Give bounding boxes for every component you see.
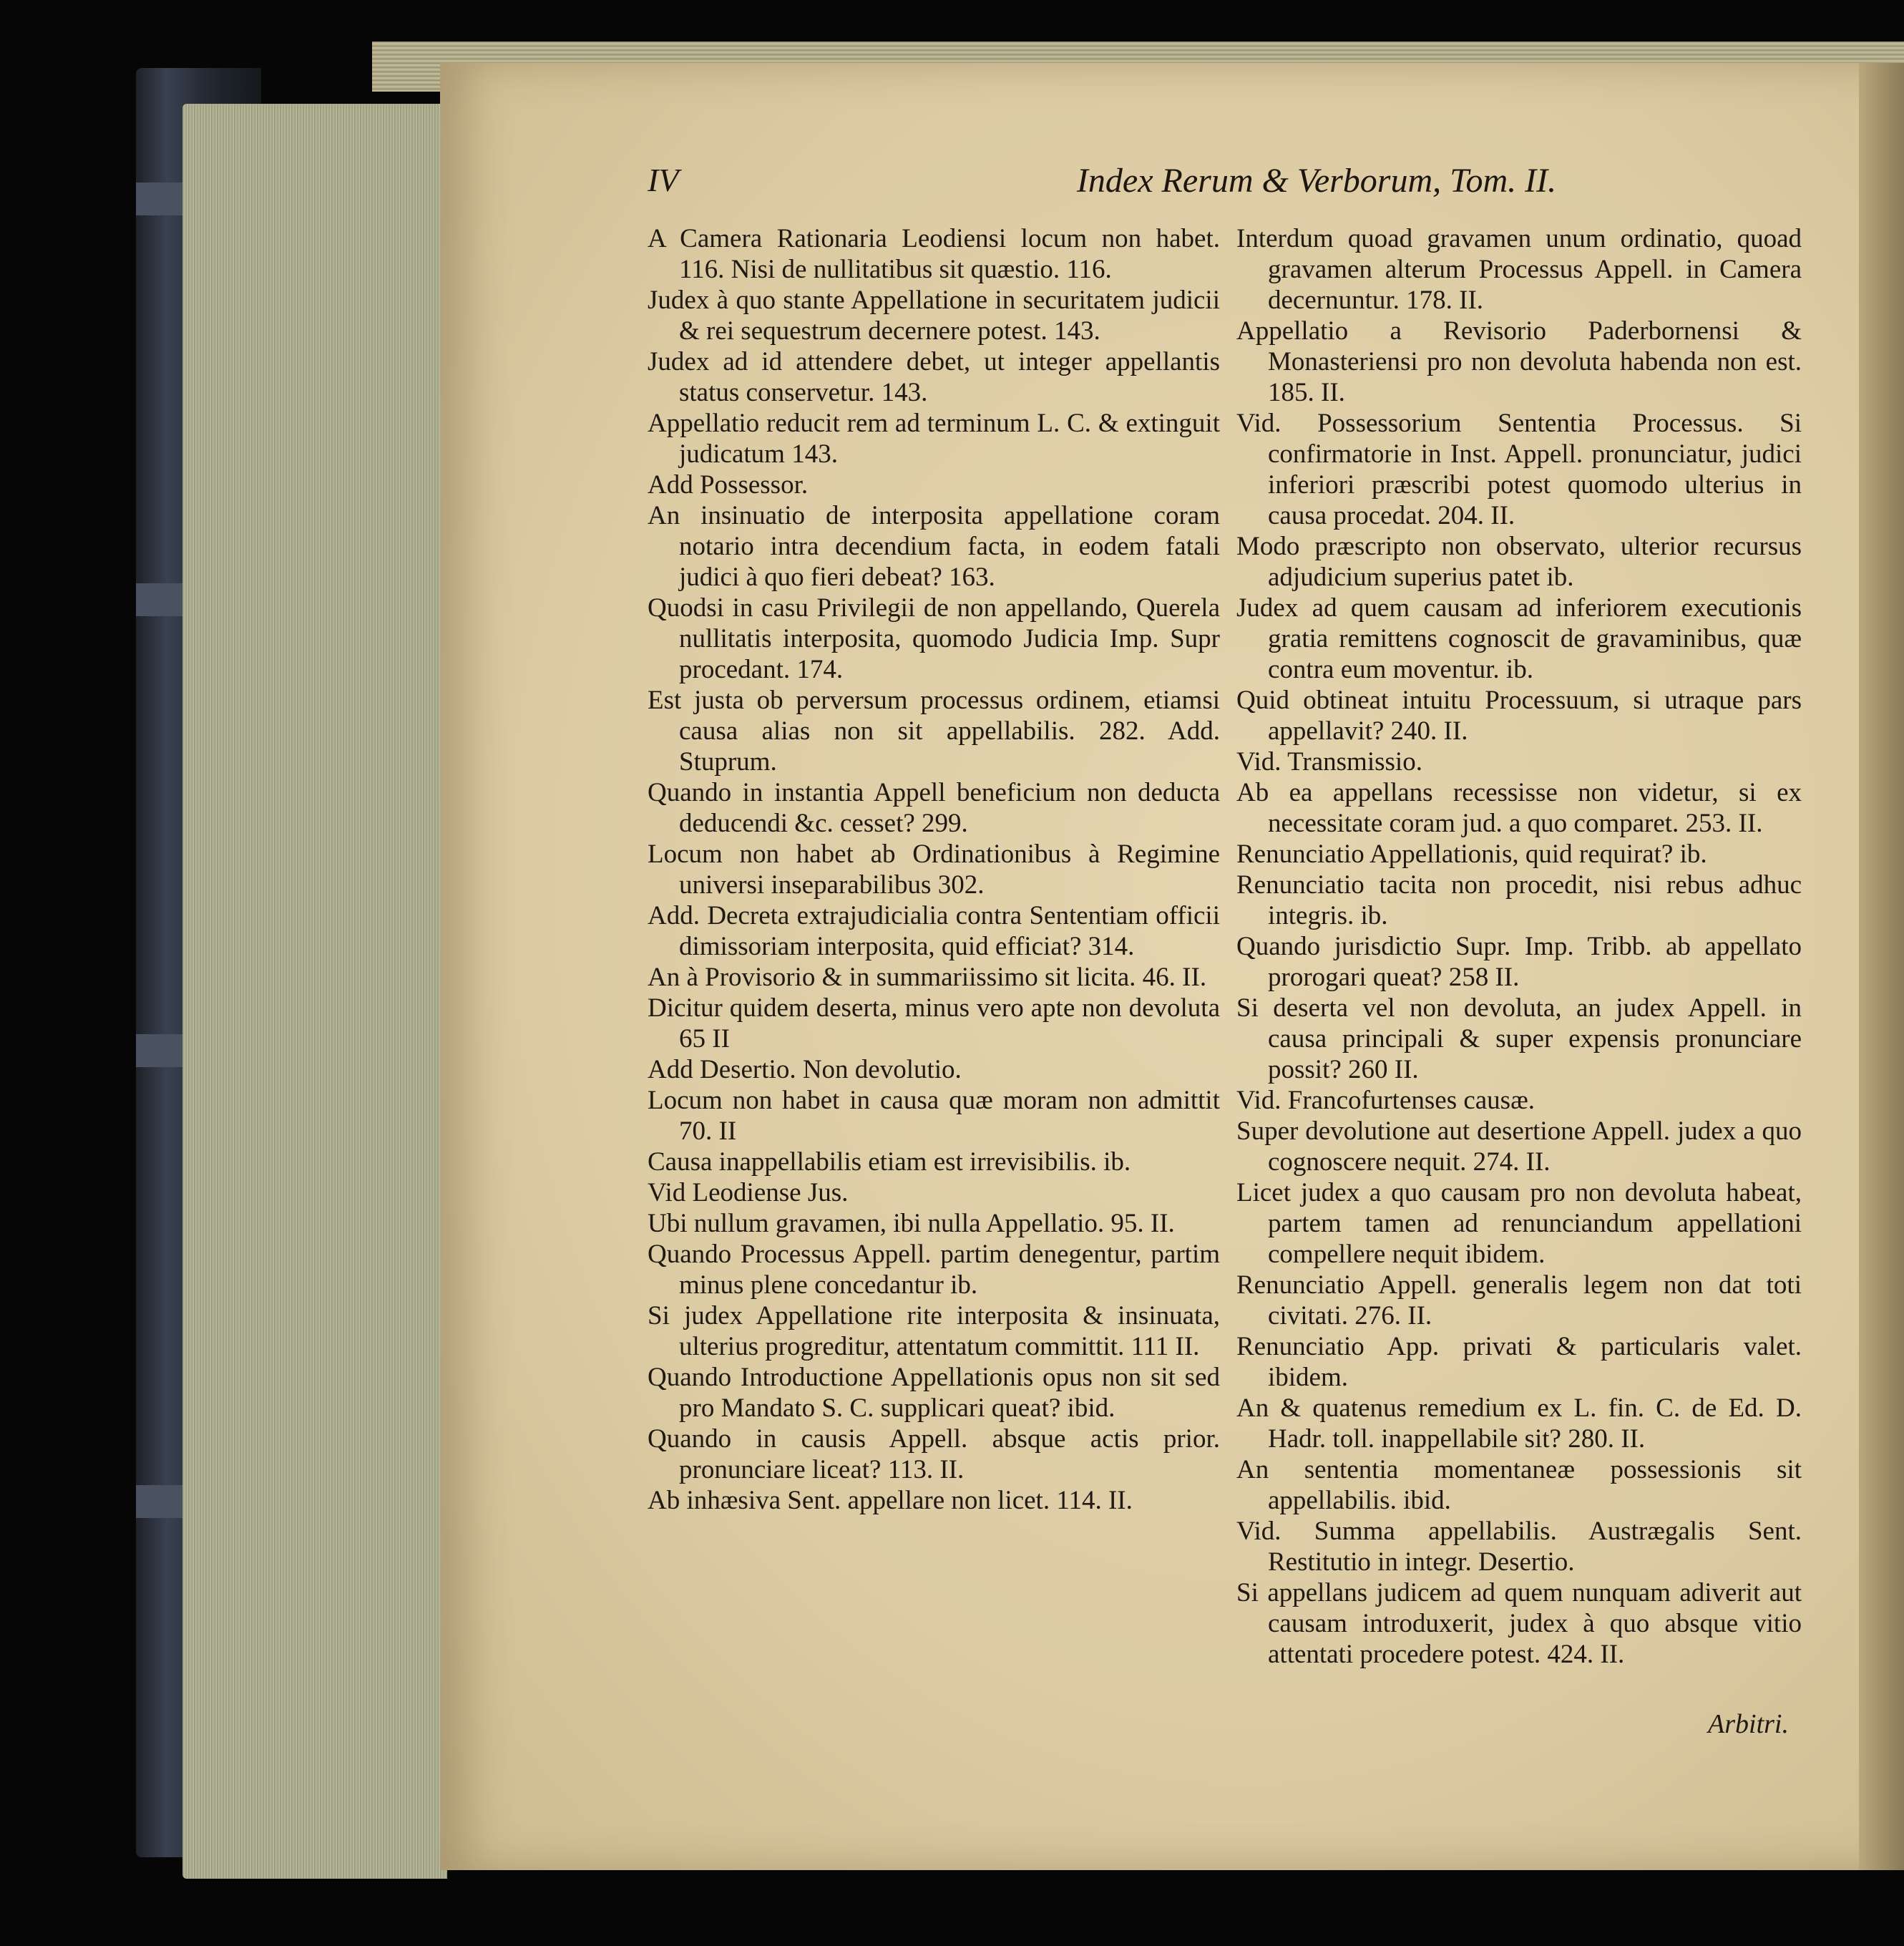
index-entry: Quando Processus Appell. partim denegentur, partim minus plene concedantur ib. <box>648 1240 1220 1300</box>
index-column-left <box>648 223 1220 1516</box>
index-entry: Renunciatio Appell. generalis legem non dat toti civitati. 276. II. <box>1236 1270 1802 1330</box>
index-entry: Appellatio a Revisorio Paderbornensi & Monasteriensi pro non devoluta habenda non est. 185. II. <box>1236 316 1802 407</box>
index-entry: Interdum quoad gravamen unum ordinatio, quoad gravamen alterum Processus Appell. in Camera decernuntur. 178. II. <box>1236 224 1802 315</box>
page-gutter <box>1859 63 1904 1870</box>
index-entry: Vid. Summa appellabilis. Austrægalis Sent. Restitutio in integr. Desertio. <box>1236 1517 1802 1577</box>
index-entry: Judex à quo stante Appellatione in securitatem judicii & rei sequestrum decernere potest. 143. <box>648 286 1220 346</box>
index-entry: Locum non habet ab Ordinationibus à Regimine universi inseparabilibus 302. <box>648 840 1220 900</box>
index-entry: An insinuatio de interposita appellatione coram notario intra decendium facta, in eodem fatali judici à quo fieri debeat? 163. <box>648 501 1220 592</box>
index-entry: An sententia momentaneæ possessionis sit appellabilis. ibid. <box>1236 1455 1802 1515</box>
index-entry: Add Desertio. Non devolutio. <box>648 1055 962 1084</box>
index-entry: Licet judex a quo causam pro non devoluta habeat, partem tamen ad renunciandum appellationi compellere nequit ibidem. <box>1236 1178 1802 1269</box>
index-entry: Appellatio reducit rem ad terminum L. C. & extinguit judicatum 143. <box>648 409 1220 469</box>
index-entry: Judex ad quem causam ad inferiorem executionis gratia remittens cognoscit de gravaminibus, quæ contra eum moventur. ib. <box>1236 593 1802 684</box>
index-entry: Vid. Possessorium Sententia Processus. Si confirmatorie in Inst. Appell. pronunciatur, judici inferiori præscribi potest quomodo ulterius in causa procedat. 204. II. <box>1236 409 1802 530</box>
index-entry: Renunciatio tacita non procedit, nisi rebus adhuc integris. ib. <box>1236 870 1802 930</box>
index-entry: Modo præscripto non observato, ulterior recursus adjudicium superius patet ib. <box>1236 532 1802 592</box>
running-title: Index Rerum & Verborum, Tom. II. <box>1076 162 1557 200</box>
catchword: Arbitri. <box>1708 1709 1789 1739</box>
index-entry: Ab inhæsiva Sent. appellare non licet. 114. II. <box>648 1486 1133 1515</box>
index-entry: Quid obtineat intuitu Processuum, si utraque pars appellavit? 240. II. <box>1236 686 1802 746</box>
index-entry: Vid Leodiense Jus. <box>648 1178 849 1207</box>
index-entry: Quodsi in casu Privilegii de non appellando, Querela nullitatis interposita, quomodo Judicia Imp. Supr procedant. 174. <box>648 593 1220 684</box>
index-entry: Add Possessor. <box>648 470 809 500</box>
index-entry: Ab ea appellans recessisse non videtur, si ex necessitate coram jud. a quo comparet. 253. II. <box>1236 778 1802 838</box>
index-entry: Ubi nullum gravamen, ibi nulla Appellatio. 95. II. <box>648 1209 1175 1238</box>
page-header <box>648 161 1771 207</box>
index-entry: Renunciatio Appellationis, quid requirat? ib. <box>1236 840 1707 869</box>
page-stack-edges <box>182 104 447 1879</box>
index-entry: Renunciatio App. privati & particularis valet. ibidem. <box>1236 1332 1802 1392</box>
index-entry: An & quatenus remedium ex L. fin. C. de Ed. D. Hadr. toll. inappellabile sit? 280. II. <box>1236 1393 1802 1454</box>
index-entry: Super devolutione aut desertione Appell. judex a quo cognoscere nequit. 274. II. <box>1236 1116 1802 1177</box>
index-entry: Quando in instantia Appell beneficium non deducta deducendi &c. cesset? 299. <box>648 778 1220 838</box>
index-entry: Est justa ob perversum processus ordinem, etiamsi causa alias non sit appellabilis. 282. Add. Stuprum. <box>648 686 1220 777</box>
index-entry: Quando Introductione Appellationis opus non sit sed pro Mandato S. C. supplicari queat? ibid. <box>648 1363 1220 1423</box>
index-entry: Vid. Francofurtenses causæ. <box>1236 1086 1536 1115</box>
index-entry: Add. Decreta extrajudicialia contra Sententiam officii dimissoriam interposita, quid efficiat? 314. <box>648 901 1220 961</box>
index-entry: Si deserta vel non devoluta, an judex Appell. in causa principali & super expensis pronunciare possit? 260 II. <box>1236 993 1802 1084</box>
index-entry: Dicitur quidem deserta, minus vero apte non devoluta 65 II <box>648 993 1220 1054</box>
index-entry: Judex ad id attendere debet, ut integer appellantis status conservetur. 143. <box>648 347 1220 407</box>
index-column-right <box>1236 223 1802 1670</box>
index-entry: Vid. Transmissio. <box>1236 747 1422 777</box>
index-entry: Si judex Appellatione rite interposita & insinuata, ulterius progreditur, attentatum committit. 111 II. <box>648 1301 1220 1361</box>
index-entry: A Camera Rationaria Leodiensi locum non habet. 116. Nisi de nullitatibus sit quæstio. 116. <box>648 224 1220 284</box>
index-entry: Causa inappellabilis etiam est irrevisibilis. ib. <box>648 1147 1131 1177</box>
index-entry: Si appellans judicem ad quem nunquam adiverit aut causam introduxerit, judex à quo absque vitio attentati procedere potest. 424. II. <box>1236 1578 1802 1669</box>
index-entry: Quando in causis Appell. absque actis prior. pronunciare liceat? 113. II. <box>648 1424 1220 1484</box>
index-entry: Locum non habet in causa quæ moram non admittit 70. II <box>648 1086 1220 1146</box>
index-entry: An à Provisorio & in summariissimo sit licita. 46. II. <box>648 963 1207 992</box>
page-number: IV <box>648 162 679 198</box>
index-entry: Quando jurisdictio Supr. Imp. Tribb. ab appellato prorogari queat? 258 II. <box>1236 932 1802 992</box>
